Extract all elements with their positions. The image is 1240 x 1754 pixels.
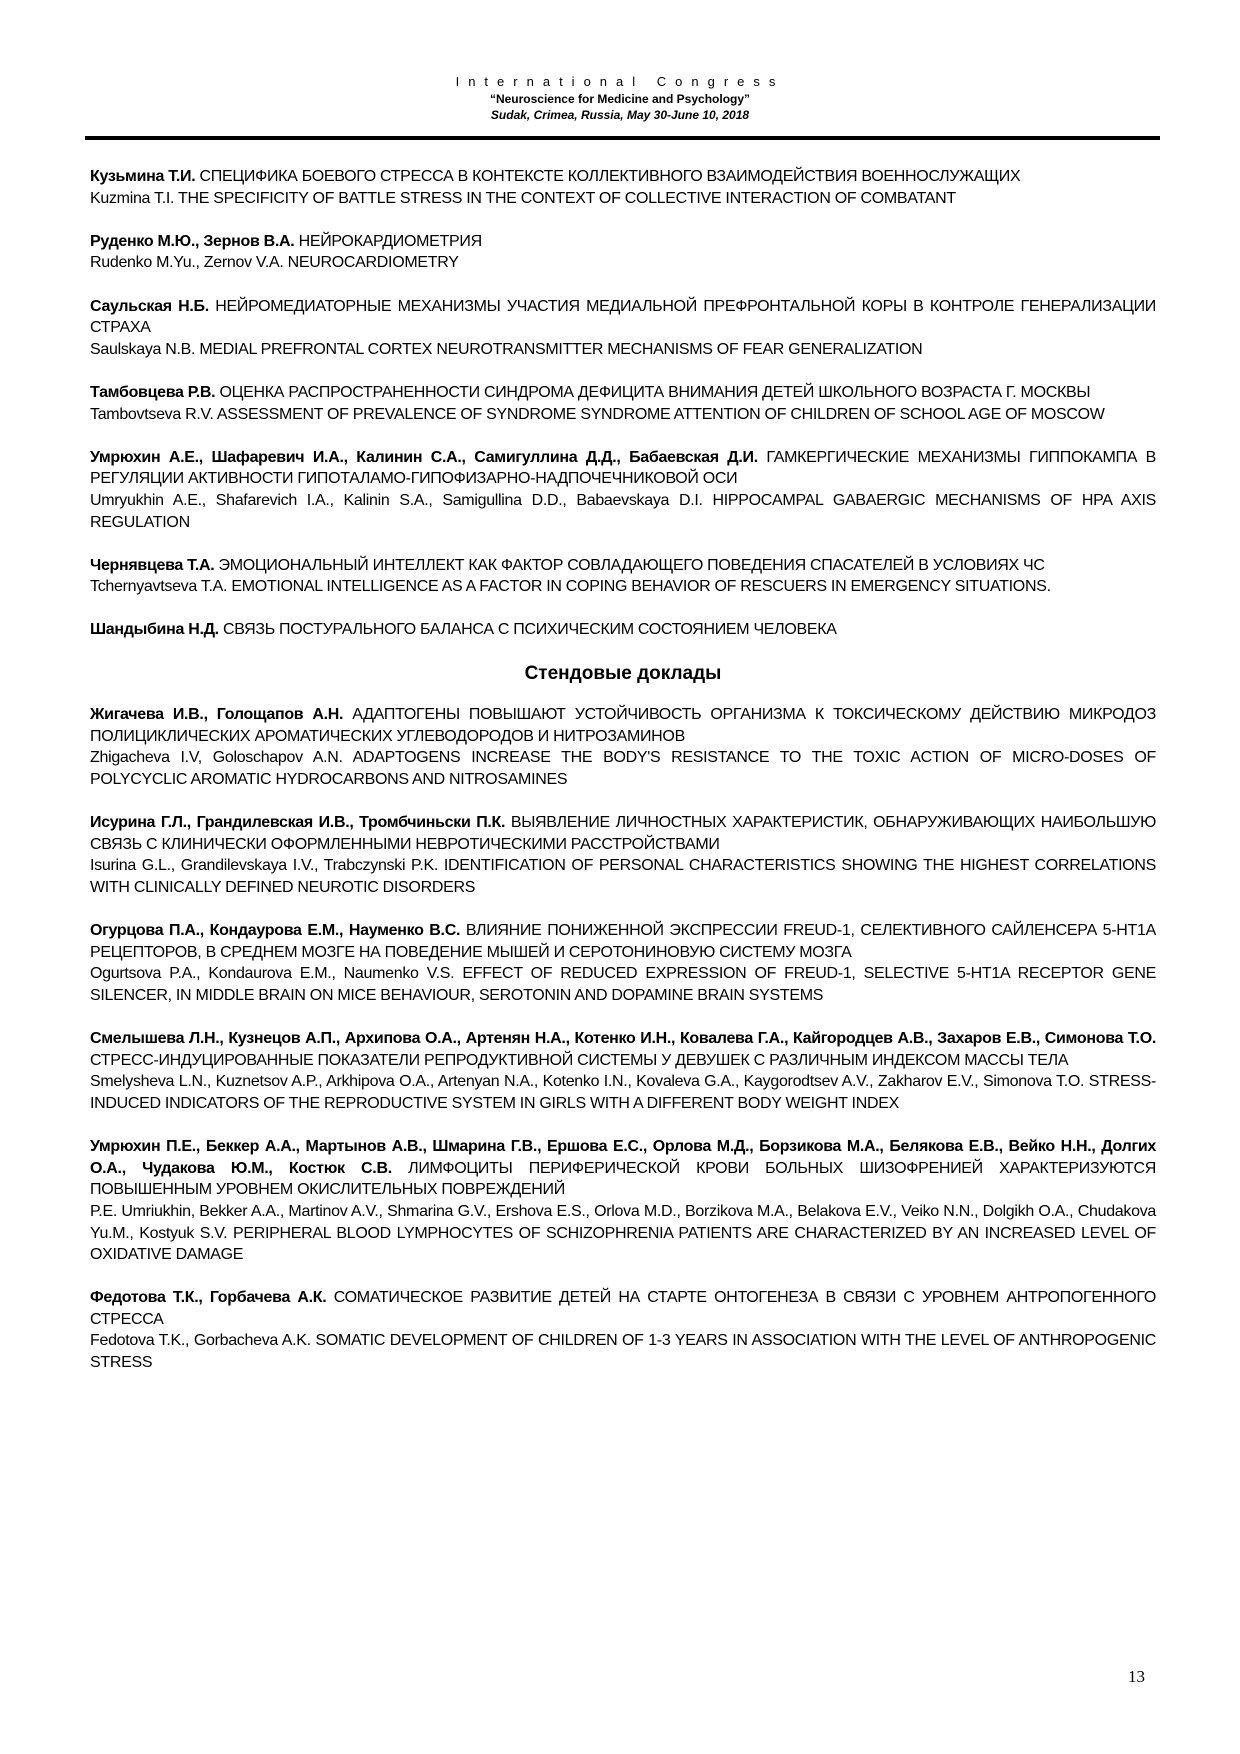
authors-ru: Кузьмина Т.И.	[90, 168, 196, 185]
congress-location-date: Sudak, Crimea, Russia, May 30-June 10, 2018	[490, 108, 750, 122]
russian-citation	[90, 555, 1156, 577]
section-title: Стендовые доклады	[524, 662, 722, 684]
english-citation: Zhigacheva I.V, Goloschapov A.N. ADAPTOGENS INCREASE THE BODY'S RESISTANCE TO THE TOXIC ACTION OF MICRO-DOSES OF POLYCYCLIC AROMATIC HYDROCARBONS AND NITROSAMINES	[90, 749, 1156, 789]
russian-citation	[90, 619, 1156, 641]
title-ru: СВЯЗЬ ПОСТУРАЛЬНОГО БАЛАНСА С ПСИХИЧЕСКИМ СОСТОЯНИЕМ ЧЕЛОВЕКА	[218, 621, 837, 639]
congress-title: International Congress	[455, 74, 785, 89]
authors-ru: Чернявцева Т.А.	[90, 556, 215, 574]
title-ru: ВЫЯВЛЕНИЕ ЛИЧНОСТНЫХ ХАРАКТЕРИСТИК, ОБНАРУЖИВАЮЩИХ НАИБОЛЬШУЮ СВЯЗЬ С КЛИНИЧЕСКИ ОФОРМЛЕННЫМИ НЕВРОТИЧЕСКИМИ РАССТРОЙСТВАМИ	[90, 814, 1157, 853]
title-ru: НЕЙРОМЕДИАТОРНЫЕ МЕХАНИЗМЫ УЧАСТИЯ МЕДИАЛЬНОЙ ПРЕФРОНТАЛЬНОЙ КОРЫ В КОНТРОЛЕ ГЕНЕРАЛИЗАЦИИ СТРАХА	[90, 297, 1156, 337]
abstract-entry	[90, 1287, 1156, 1373]
authors-ru: Смелышева Л.Н., Кузнецов А.П., Архипова О.А., Артенян Н.А., Котенко И.Н., Ковалева Г.А., Кайгородцев А.В., Захаров Е.В., Симонова Т.О.	[90, 1030, 1156, 1048]
title-ru: ЭМОЦИОНАЛЬНЫЙ ИНТЕЛЛЕКТ КАК ФАКТОР СОВЛАДАЮЩЕГО ПОВЕДЕНИЯ СПАСАТЕЛЕЙ В УСЛОВИЯХ ЧС	[214, 556, 1045, 574]
abstract-entry	[90, 382, 1156, 425]
authors-ru: Тамбовцева Р.В.	[90, 383, 216, 401]
english-citation: Saulskaya N.B. MEDIAL PREFRONTAL CORTEX NEUROTRANSMITTER MECHANISMS OF FEAR GENERALIZATION	[90, 340, 923, 358]
russian-citation	[90, 1136, 1156, 1201]
title-ru: НЕЙРОКАРДИОМЕТРИЯ	[294, 232, 482, 250]
russian-citation	[90, 704, 1156, 747]
abstract-entry	[90, 812, 1156, 898]
russian-citation	[90, 382, 1156, 404]
abstract-entry	[90, 166, 1156, 209]
abstract-entry	[90, 447, 1156, 533]
authors-ru: Умрюхин П.Е., Беккер А.А., Мартынов А.В., Шмарина Г.В., Ершова Е.С., Орлова М.Д., Борзикова М.А., Белякова Е.В., Вейко Н.Н., Долгих О.А., Чудакова Ю.М., Костюк С.В.	[90, 1138, 1156, 1177]
authors-ru: Огурцова П.А., Кондаурова Е.М., Науменко В.С.	[90, 922, 461, 940]
english-citation: Tambovtseva R.V. ASSESSMENT OF PREVALENCE OF SYNDROME SYNDROME ATTENTION OF CHILDREN OF SCHOOL AGE OF MOSCOW	[90, 405, 1105, 423]
title-ru: ВЛИЯНИЕ ПОНИЖЕННОЙ ЭКСПРЕССИИ FREUD-1, СЕЛЕКТИВНОГО САЙЛЕНСЕРА 5-HT1A РЕЦЕПТОРОВ, В СРЕДНЕМ МОЗГЕ НА ПОВЕДЕНИЕ МЫШЕЙ И СЕРОТОНИНОВУЮ СИСТЕМУ МОЗГА	[90, 922, 1156, 961]
title-ru: СПЕЦИФИКА БОЕВОГО СТРЕССА В КОНТЕКСТЕ КОЛЛЕКТИВНОГО ВЗАИМОДЕЙСТВИЯ ВОЕННОСЛУЖАЩИХ	[195, 168, 1021, 185]
title-ru: ЛИМФОЦИТЫ ПЕРИФЕРИЧЕСКОЙ КРОВИ БОЛЬНЫХ ШИЗОФРЕНИЕЙ ХАРАКТЕРИЗУЮТСЯ ПОВЫШЕННЫМ УРОВНЕМ ОКИСЛИТЕЛЬНЫХ ПОВРЕЖДЕНИЙ	[90, 1159, 1156, 1199]
english-citation: Kuzmina T.I. THE SPECIFICITY OF BATTLE STRESS IN THE CONTEXT OF COLLECTIVE INTERACTION OF COMBATANT	[90, 189, 956, 207]
authors-ru: Умрюхин А.Е., Шафаревич И.А., Калинин С.А., Самигуллина Д.Д., Бабаевская Д.И.	[90, 448, 758, 466]
russian-citation	[90, 920, 1156, 963]
abstract-entry	[90, 296, 1156, 361]
poster-entries	[90, 704, 1156, 1373]
authors-ru: Шандыбина Н.Д.	[90, 621, 219, 639]
english-citation: Tchernyavtseva T.A. EMOTIONAL INTELLIGENCE AS A FACTOR IN COPING BEHAVIOR OF RESCUERS IN EMERGENCY SITUATIONS.	[90, 578, 1051, 596]
english-citation: Ogurtsova P.A., Kondaurova E.M., Naumenko V.S. EFFECT OF REDUCED EXPRESSION OF FREUD-1, SELECTIVE 5-HT1A RECEPTOR GENE SILENCER, IN MIDDLE BRAIN ON MICE BEHAVIOUR, SEROTONIN AND DOPAMINE BRAIN SYSTEMS	[90, 965, 1156, 1004]
russian-citation	[90, 447, 1156, 490]
abstract-entry	[90, 619, 1156, 641]
english-citation: P.E. Umriukhin, Bekker A.A., Martinov A.V., Shmarina G.V., Ershova E.S., Orlova M.D., Borzikova M.A., Belakova E.V., Veiko N.N., Dolgikh O.A., Chudakova Yu.M., Kostyuk S.V. PERIPHERAL BLOOD LYMPHOCYTES OF SCHIZOPHRENIA PATIENTS ARE CHARACTERIZED BY AN INCREASED LEVEL OF OXIDATIVE DAMAGE	[90, 1202, 1156, 1264]
abstract-entry	[90, 231, 1156, 274]
authors-ru: Федотова Т.К., Горбачева А.К.	[90, 1289, 327, 1307]
russian-citation	[90, 296, 1156, 339]
header-rule	[85, 136, 1160, 140]
russian-citation	[90, 231, 1156, 253]
abstract-entry	[90, 1136, 1156, 1266]
english-citation: Umryukhin A.E., Shafarevich I.A., Kalinin S.A., Samigullina D.D., Babaevskaya D.I. HIPPOCAMPAL GABAERGIC MECHANISMS OF HPA AXIS REGULATION	[90, 491, 1156, 531]
english-citation: Rudenko M.Yu., Zernov V.A. NEUROCARDIOMETRY	[90, 254, 459, 272]
russian-citation	[90, 1028, 1156, 1071]
congress-subtitle: “Neuroscience for Medicine and Psychology”	[489, 92, 751, 106]
authors-ru: Саульская Н.Б.	[90, 297, 209, 315]
title-ru: ГАМКЕРГИЧЕСКИЕ МЕХАНИЗМЫ ГИППОКАМПА В РЕГУЛЯЦИИ АКТИВНОСТИ ГИПОТАЛАМО-ГИПОФИЗАРНО-НАДПОЧЕЧНИКОВОЙ ОСИ	[90, 448, 1157, 488]
english-citation: Fedotova T.K., Gorbacheva A.K. SOMATIC DEVELOPMENT OF CHILDREN OF 1-3 YEARS IN ASSOCIATION WITH THE LEVEL OF ANTHROPOGENIC STRESS	[90, 1332, 1156, 1372]
oral-entries	[90, 166, 1156, 641]
title-ru: СТРЕСС-ИНДУЦИРОВАННЫЕ ПОКАЗАТЕЛИ РЕПРОДУКТИВНОЙ СИСТЕМЫ У ДЕВУШЕК С РАЗЛИЧНЫМ ИНДЕКСОМ МАССЫ ТЕЛА	[90, 1051, 1069, 1069]
abstract-entry	[90, 555, 1156, 598]
authors-ru: Жигачева И.В., Голощапов А.Н.	[90, 706, 344, 724]
abstract-entry	[90, 704, 1156, 790]
title-ru: СОМАТИЧЕСКОЕ РАЗВИТИЕ ДЕТЕЙ НА СТАРТЕ ОНТОГЕНЕЗА В СВЯЗИ С УРОВНЕМ АНТРОПОГЕННОГО СТРЕССА	[90, 1289, 1156, 1328]
russian-citation	[90, 812, 1156, 855]
authors-ru: Руденко М.Ю., Зернов В.А.	[90, 232, 295, 250]
title-ru: ОЦЕНКА РАСПРОСТРАНЕННОСТИ СИНДРОМА ДЕФИЦИТА ВНИМАНИЯ ДЕТЕЙ ШКОЛЬНОГО ВОЗРАСТА Г. МОСКВЫ	[215, 383, 1091, 401]
english-citation: Isurina G.L., Grandilevskaya I.V., Trabczynski P.K. IDENTIFICATION OF PERSONAL CHARACTERISTICS SHOWING THE HIGHEST CORRELATIONS WITH CLINICALLY DEFINED NEUROTIC DISORDERS	[90, 857, 1156, 896]
english-citation: Smelysheva L.N., Kuznetsov A.P., Arkhipova O.A., Artenyan N.A., Kotenko I.N., Kovaleva G.A., Kaygorodtsev A.V., Zakharov E.V., Simonova T.O. STRESS-INDUCED INDICATORS OF THE REPRODUCTIVE SYSTEM IN GIRLS WITH A DIFFERENT BODY WEIGHT INDEX	[90, 1073, 1156, 1112]
authors-ru: Исурина Г.Л., Грандилевская И.В., Тромбчиньски П.К.	[90, 814, 506, 832]
abstract-list	[90, 166, 1156, 1395]
page-number: 13	[1128, 1667, 1145, 1686]
title-ru: АДАПТОГЕНЫ ПОВЫШАЮТ УСТОЙЧИВОСТЬ ОРГАНИЗМА К ТОКСИЧЕСКОМУ ДЕЙСТВИЮ МИКРОДОЗ ПОЛИЦИКЛИЧЕСКИХ АРОМАТИЧЕСКИХ УГЛЕВОДОРОДОВ И НИТРОЗАМИНОВ	[90, 706, 1156, 745]
abstract-entry	[90, 920, 1156, 1006]
abstract-entry	[90, 1028, 1156, 1114]
russian-citation	[90, 166, 1156, 188]
russian-citation	[90, 1287, 1156, 1330]
